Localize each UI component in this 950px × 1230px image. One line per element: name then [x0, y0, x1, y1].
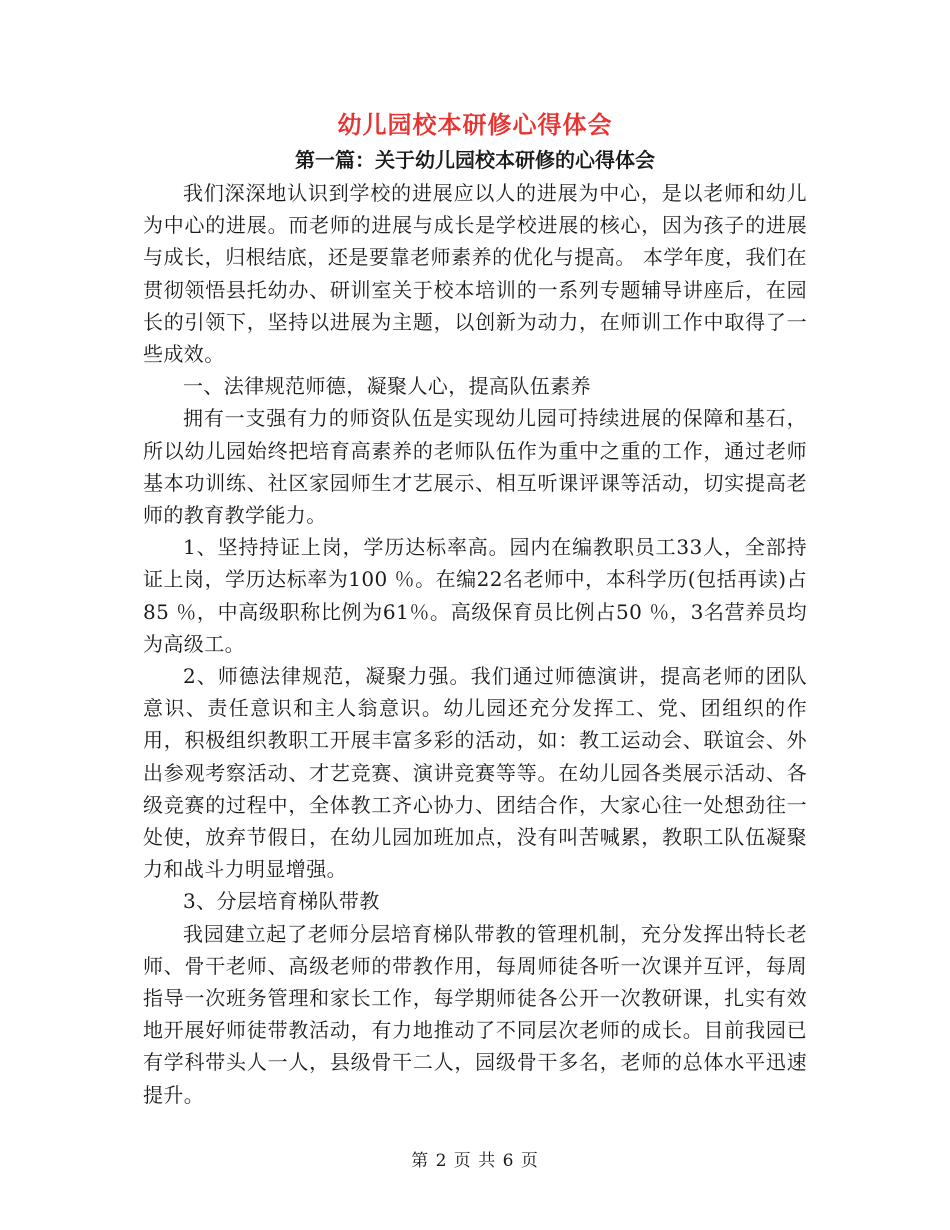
document-body — [143, 177, 807, 1111]
paragraph-certification: 1、坚持持证上岗，学历达标率高。园内在编教职员工33人，全部持证上岗，学历达标率为100 ％。在编22名老师中，本科学历(包括再读)占85 ％，中高级职称比例为61％。高级保育员比例占50 ％，3名营养员均为高级工。 — [143, 535, 807, 656]
document-subtitle: 第一篇：关于幼儿园校本研修的心得体会 — [295, 148, 655, 172]
subsection-heading-3: 3、分层培育梯队带教 — [183, 889, 380, 914]
paragraph-mentoring: 我园建立起了老师分层培育梯队带教的管理机制，充分发挥出特长老师、骨干老师、高级老师的带教作用，每周师徒各听一次课并互评，每周指导一次班务管理和家长工作，每学期师徒各公开一次教研课，扎实有效地开展好师徒带教活动，有力地推动了不同层次老师的成长。目前我园已有学科带头人一人，县级骨干二人，园级骨干多名，老师的总体水平迅速提升。 — [143, 921, 807, 1107]
paragraph-ethics: 2、师德法律规范，凝聚力强。我们通过师德演讲，提高老师的团队意识、责任意识和主人翁意识。幼儿园还充分发挥工、党、团组织的作用，积极组织教职工开展丰富多彩的活动，如：教工运动会、联谊会、外出参观考察活动、才艺竞赛、演讲竞赛等等。在幼儿园各类展示活动、各级竞赛的过程中，全体教工齐心协力、团结合作，大家心往一处想劲往一处使，放弃节假日，在幼儿园加班加点，没有叫苦喊累，教职工队伍凝聚力和战斗力明显增强。 — [143, 664, 807, 882]
section-heading-1: 一、法律规范师德，凝聚人心，提高队伍素养 — [183, 374, 591, 399]
paragraph-intro: 我们深深地认识到学校的进展应以人的进展为中心，是以老师和幼儿为中心的进展。而老师的进展与成长是学校进展的核心，因为孩子的进展与成长，归根结底，还是要靠老师素养的优化与提高。 本学年度，我们在贯彻领悟县托幼办、研训室关于校本培训的一系列专题辅导讲座后，在园长的引领下，坚持以进展为主题，以创新为动力，在师训工作中取得了一些成效。 — [143, 181, 807, 367]
page-footer: 第 2 页 共 6 页 — [411, 1151, 539, 1171]
paragraph-teacher-team: 拥有一支强有力的师资队伍是实现幼儿园可持续进展的保障和基石，所以幼儿园始终把培育高素养的老师队伍作为重中之重的工作，通过老师基本功训练、社区家园师生才艺展示、相互听课评课等活动，切实提高老师的教育教学能力。 — [143, 406, 807, 528]
document-title: 幼儿园校本研修心得体会 — [337, 110, 613, 139]
